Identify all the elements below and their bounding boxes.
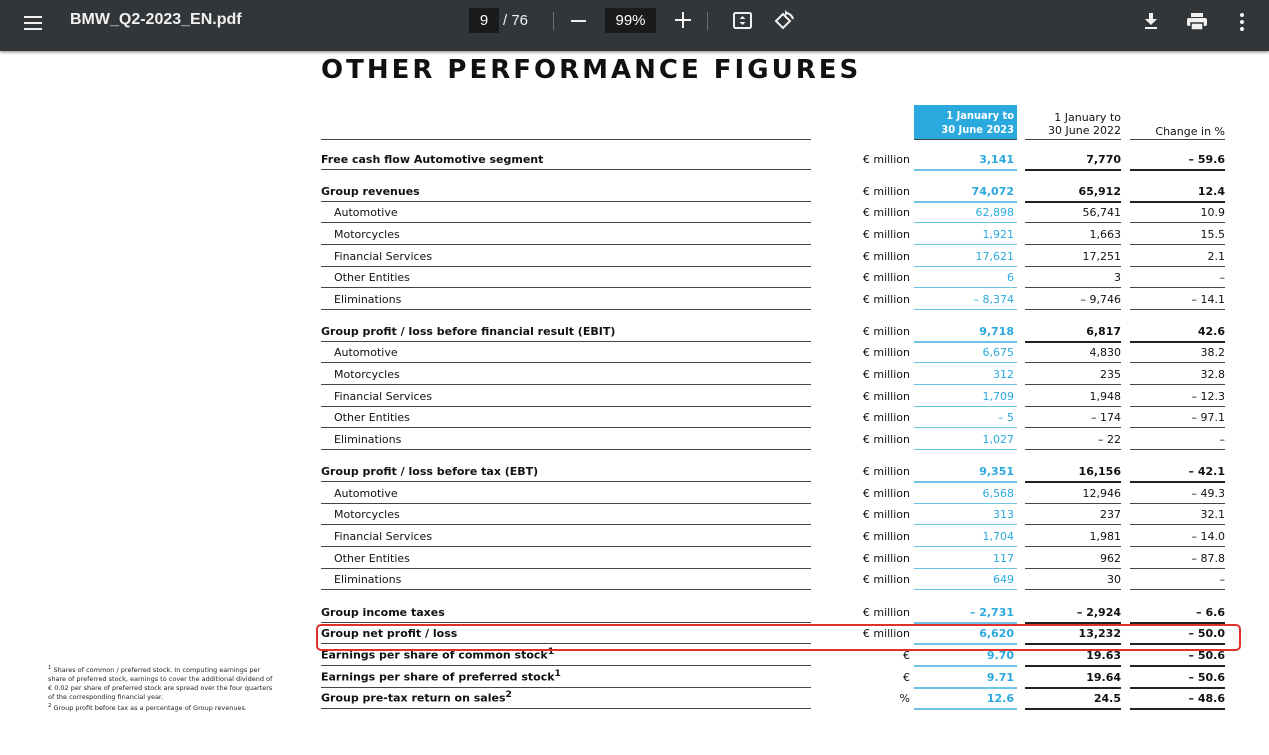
unit-cell: € million — [862, 346, 910, 359]
unit-cell: € million — [862, 411, 910, 424]
footnotes — [48, 664, 274, 713]
row-label — [334, 228, 824, 241]
more-options-icon[interactable] — [1238, 12, 1246, 36]
menu-icon[interactable] — [22, 11, 46, 35]
value-2023-cell: 9.71 — [986, 671, 1014, 684]
fit-page-icon[interactable] — [732, 11, 754, 35]
row-label — [334, 552, 824, 565]
unit-cell: € — [903, 671, 910, 684]
pdf-page — [0, 51, 1269, 755]
row-rule — [1130, 708, 1225, 710]
row-label-text: Eliminations — [334, 433, 402, 446]
value-2022-cell: 1,663 — [1089, 228, 1121, 241]
change-cell: – 97.1 — [1191, 411, 1225, 424]
table-row — [0, 405, 1269, 427]
change-cell: – 12.3 — [1191, 390, 1225, 403]
change-cell: – — [1219, 573, 1225, 586]
value-2023-cell: 3,141 — [979, 153, 1014, 166]
row-label-text: Eliminations — [334, 293, 402, 306]
column-header-2022 — [1025, 111, 1121, 137]
row-rule — [914, 449, 1017, 450]
row-label-text: Group income taxes — [321, 606, 445, 619]
unit-cell: € million — [862, 508, 910, 521]
unit-cell: € million — [862, 487, 910, 500]
change-cell: – — [1219, 271, 1225, 284]
table-row — [0, 147, 1269, 169]
value-2022-cell: – 9,746 — [1080, 293, 1121, 306]
document-title: BMW_Q2-2023_EN.pdf — [70, 11, 242, 28]
header-rule — [914, 139, 1017, 140]
row-label — [321, 325, 811, 338]
value-2022-cell: – 2,924 — [1076, 606, 1121, 619]
change-cell: – 50.0 — [1188, 627, 1225, 640]
value-2023-cell: 6 — [1007, 271, 1014, 284]
column-header-2023 — [914, 105, 1017, 140]
value-2022-cell: 962 — [1100, 552, 1121, 565]
table-row — [0, 502, 1269, 524]
footnote-marker: 2 — [505, 689, 512, 701]
unit-cell: € million — [862, 390, 910, 403]
row-label — [334, 530, 824, 543]
unit-cell: % — [899, 692, 910, 705]
change-cell: – 50.6 — [1188, 671, 1225, 684]
value-2022-cell: 6,817 — [1086, 325, 1121, 338]
row-label — [334, 433, 824, 446]
row-rule — [1130, 449, 1225, 450]
change-cell: – 87.8 — [1191, 552, 1225, 565]
row-label — [321, 606, 811, 619]
value-2022-cell: 237 — [1100, 508, 1121, 521]
table-row — [0, 200, 1269, 222]
header-line: 1 January to — [946, 109, 1014, 122]
row-rule — [914, 708, 1017, 710]
footnote-text: Shares of common / preferred stock. In computing earnings per share of preferred stock, earnings to cover the additional dividend of € 0.02 per share of preferred stock are spread over the four quarters of the corresponding financial year. — [48, 666, 273, 702]
table-row — [0, 524, 1269, 546]
change-cell: – 42.1 — [1188, 465, 1225, 478]
unit-cell: € million — [862, 606, 910, 619]
value-2022-cell: 56,741 — [1082, 206, 1121, 219]
header-line: 1 January to — [1054, 111, 1121, 124]
table-row — [0, 427, 1269, 449]
footnote-marker: 1 — [554, 668, 561, 680]
value-2023-cell: – 2,731 — [969, 606, 1014, 619]
page-number-input[interactable] — [469, 8, 499, 33]
change-cell: – 6.6 — [1196, 606, 1225, 619]
unit-cell: € million — [862, 530, 910, 543]
zoom-in-button[interactable] — [675, 12, 691, 28]
table-row — [0, 265, 1269, 287]
row-label — [321, 185, 811, 198]
value-2022-cell: 16,156 — [1078, 465, 1121, 478]
row-label-text: Group revenues — [321, 185, 420, 198]
column-header-change: Change in % — [1155, 125, 1225, 138]
row-label-text: Free cash flow Automotive segment — [321, 153, 544, 166]
row-label — [334, 206, 824, 219]
change-cell: – 59.6 — [1188, 153, 1225, 166]
value-2023-cell: 6,675 — [982, 346, 1014, 359]
download-icon[interactable] — [1142, 12, 1160, 36]
row-rule — [321, 309, 811, 310]
row-label-text: Financial Services — [334, 250, 433, 263]
value-2023-cell: 312 — [993, 368, 1014, 381]
change-cell: – 48.6 — [1188, 692, 1225, 705]
value-2022-cell: 17,251 — [1082, 250, 1121, 263]
table-row — [0, 481, 1269, 503]
page-heading: OTHER PERFORMANCE FIGURES — [321, 55, 862, 85]
value-2022-cell: 19.64 — [1086, 671, 1121, 684]
change-cell: 12.4 — [1197, 185, 1225, 198]
row-label — [334, 508, 824, 521]
table-row — [0, 459, 1269, 481]
footnote-1: $^1$ Shares of common / preferred stock. In computing earnings per share of preferred stock, earnings to cover the additional dividend of € 0.02 per share of preferred stock are spread over the four quarters of the corresponding financial year. — [48, 665, 273, 702]
value-2022-cell: 235 — [1100, 368, 1121, 381]
row-label — [334, 368, 824, 381]
row-label — [321, 689, 811, 705]
value-2023-cell: 1,704 — [982, 530, 1014, 543]
change-cell: 10.9 — [1200, 206, 1225, 219]
zoom-input[interactable] — [605, 8, 656, 33]
value-2023-cell: 9.70 — [986, 649, 1014, 662]
row-rule — [914, 309, 1017, 310]
row-rule — [1025, 169, 1121, 171]
row-rule — [321, 589, 811, 590]
value-2022-cell: 13,232 — [1078, 627, 1121, 640]
value-2023-cell: 62,898 — [975, 206, 1014, 219]
value-2023-cell: 9,718 — [979, 325, 1014, 338]
value-2022-cell: 1,948 — [1089, 390, 1121, 403]
table-row — [0, 546, 1269, 568]
row-rule — [1025, 449, 1121, 450]
pdf-toolbar — [0, 0, 1269, 51]
value-2022-cell: 30 — [1107, 573, 1121, 586]
unit-cell: € million — [862, 573, 910, 586]
row-label-text: Automotive — [334, 206, 398, 219]
unit-cell: € million — [862, 552, 910, 565]
row-rule — [1130, 589, 1225, 590]
value-2022-cell: – 174 — [1091, 411, 1121, 424]
unit-cell: € million — [862, 627, 910, 640]
value-2023-cell: 1,027 — [982, 433, 1014, 446]
value-2022-cell: 12,946 — [1082, 487, 1121, 500]
table-row — [0, 567, 1269, 589]
unit-cell: € million — [862, 271, 910, 284]
row-rule — [1025, 708, 1121, 710]
row-label-text: Group profit / loss before financial result (EBIT) — [321, 325, 616, 338]
value-2022-cell: 3 — [1114, 271, 1121, 284]
value-2023-cell: 313 — [993, 508, 1014, 521]
rotate-icon[interactable] — [772, 10, 796, 36]
table-row — [0, 319, 1269, 341]
print-icon[interactable] — [1186, 12, 1208, 36]
row-label — [334, 411, 824, 424]
row-label-text: Group net profit / loss — [321, 627, 458, 640]
footnote-text: Group profit before tax as a percentage of Group revenues. — [53, 704, 247, 713]
value-2023-cell: 74,072 — [971, 185, 1014, 198]
header-rule — [1025, 139, 1121, 140]
row-label — [334, 271, 824, 284]
unit-cell: € million — [862, 325, 910, 338]
change-cell: 15.5 — [1200, 228, 1225, 241]
row-label-text: Motorcycles — [334, 368, 400, 381]
zoom-out-button[interactable] — [571, 20, 586, 22]
change-cell: – — [1219, 433, 1225, 446]
table-row — [0, 600, 1269, 622]
header-line: 30 June 2023 — [941, 123, 1014, 136]
row-label-text: Other Entities — [334, 271, 410, 284]
header-rule — [321, 139, 811, 140]
row-rule — [914, 589, 1017, 590]
value-2022-cell: 24.5 — [1093, 692, 1121, 705]
table-row — [0, 340, 1269, 362]
value-2022-cell: 1,981 — [1089, 530, 1121, 543]
row-rule — [321, 708, 811, 709]
value-2023-cell: 6,568 — [982, 487, 1014, 500]
value-2023-cell: 1,921 — [982, 228, 1014, 241]
unit-cell: € million — [862, 185, 910, 198]
row-rule — [914, 169, 1017, 171]
row-rule — [321, 449, 811, 450]
unit-cell: € million — [862, 465, 910, 478]
unit-cell: € million — [862, 433, 910, 446]
table-row — [0, 384, 1269, 406]
row-label — [334, 250, 824, 263]
change-cell: 42.6 — [1197, 325, 1225, 338]
row-label-text: Other Entities — [334, 411, 410, 424]
change-cell: – 50.6 — [1188, 649, 1225, 662]
row-label — [334, 390, 824, 403]
unit-cell: € million — [862, 368, 910, 381]
table-row — [0, 287, 1269, 309]
row-label — [321, 153, 811, 166]
row-label-text: Motorcycles — [334, 508, 400, 521]
change-cell: – 14.1 — [1191, 293, 1225, 306]
row-label — [334, 487, 824, 500]
value-2022-cell: 65,912 — [1078, 185, 1121, 198]
change-cell: 32.1 — [1200, 508, 1225, 521]
row-label-text: Group profit / loss before tax (EBT) — [321, 465, 539, 478]
change-cell: – 14.0 — [1191, 530, 1225, 543]
row-label-text: Motorcycles — [334, 228, 400, 241]
value-2022-cell: 4,830 — [1089, 346, 1121, 359]
header-rule — [1130, 139, 1225, 140]
value-2022-cell: 7,770 — [1086, 153, 1121, 166]
value-2023-cell: 9,351 — [979, 465, 1014, 478]
table-row — [0, 362, 1269, 384]
value-2023-cell: – 8,374 — [973, 293, 1014, 306]
value-2022-cell: 19.63 — [1086, 649, 1121, 662]
unit-cell: € million — [862, 293, 910, 306]
row-label — [321, 668, 811, 684]
row-label-text: Earnings per share of common stock — [321, 649, 548, 662]
row-label — [334, 293, 824, 306]
change-cell: 2.1 — [1207, 250, 1225, 263]
row-label — [321, 465, 811, 478]
row-label-text: Automotive — [334, 487, 398, 500]
row-rule — [1025, 309, 1121, 310]
unit-cell: € million — [862, 250, 910, 263]
value-2023-cell: 117 — [993, 552, 1014, 565]
row-label-text: Eliminations — [334, 573, 402, 586]
value-2022-cell: – 22 — [1098, 433, 1121, 446]
divider — [553, 12, 554, 30]
value-2023-cell: 6,620 — [979, 627, 1014, 640]
footnote-2: $^2$ Group profit before tax as a percentage of Group revenues. — [48, 703, 247, 713]
value-2023-cell: 1,709 — [982, 390, 1014, 403]
value-2023-cell: 12.6 — [986, 692, 1014, 705]
row-label-text: Financial Services — [334, 390, 433, 403]
page-total: / 76 — [503, 12, 529, 29]
value-2023-cell: 17,621 — [975, 250, 1014, 263]
row-label-text: Other Entities — [334, 552, 410, 565]
row-label-text: Financial Services — [334, 530, 433, 543]
table-row — [0, 222, 1269, 244]
change-cell: 32.8 — [1200, 368, 1225, 381]
row-label — [334, 346, 824, 359]
unit-cell: € million — [862, 206, 910, 219]
unit-cell: € — [903, 649, 910, 662]
unit-cell: € million — [862, 228, 910, 241]
table-row — [0, 179, 1269, 201]
change-cell: – 49.3 — [1191, 487, 1225, 500]
table-row — [0, 244, 1269, 266]
unit-cell: € million — [862, 153, 910, 166]
row-rule — [1130, 309, 1225, 310]
row-label-text: Automotive — [334, 346, 398, 359]
row-label-text: Group pre-tax return on sales — [321, 692, 506, 705]
divider — [707, 12, 708, 30]
change-cell: 38.2 — [1200, 346, 1225, 359]
value-2023-cell: – 5 — [998, 411, 1014, 424]
footnote-marker: 1 — [547, 646, 555, 658]
header-line: 30 June 2022 — [1048, 124, 1121, 137]
row-rule — [1130, 169, 1225, 171]
row-rule — [1025, 589, 1121, 590]
row-label — [334, 573, 824, 586]
highlight-box — [316, 624, 1241, 651]
row-label-text: Earnings per share of preferred stock — [321, 671, 555, 684]
row-rule — [321, 169, 811, 170]
value-2023-cell: 649 — [993, 573, 1014, 586]
